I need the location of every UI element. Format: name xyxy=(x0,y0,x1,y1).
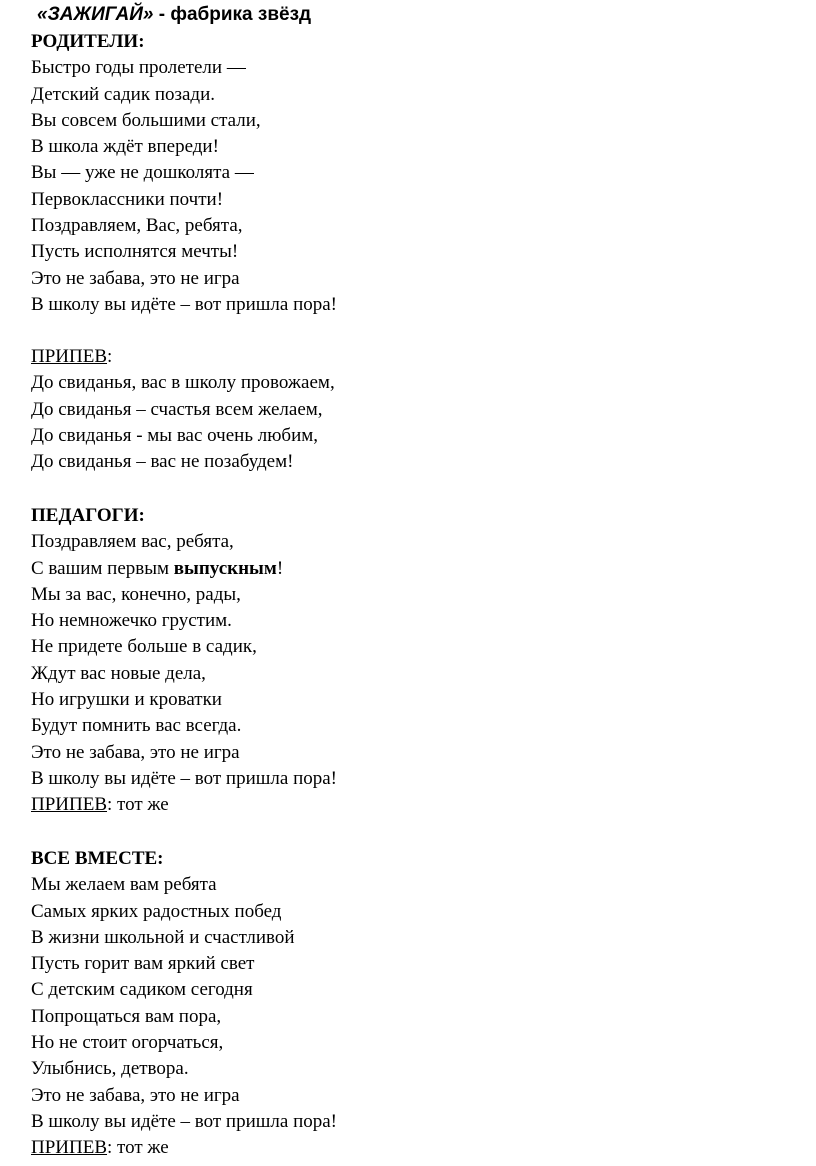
verse-line: Но игрушки и кроватки xyxy=(31,689,222,711)
chorus-ref-text: : тот же xyxy=(107,794,169,816)
verse-line: До свиданья, вас в школу провожаем, xyxy=(31,372,335,394)
verse-line: Будут помнить вас всегда. xyxy=(31,715,242,737)
verse-line: Не придете больше в садик, xyxy=(31,636,257,658)
verse-line: Это не забава, это не игра xyxy=(31,1084,240,1106)
verse-line: С детским садиком сегодня xyxy=(31,979,253,1001)
chorus-ref-text: : тот же xyxy=(107,1137,169,1159)
title-quote-open: « xyxy=(37,4,48,25)
document-title xyxy=(37,4,311,26)
verse-line: Поздравляем, Вас, ребята, xyxy=(31,215,243,237)
verse-line: Вы — уже не дошколята — xyxy=(31,162,254,184)
verse-line: До свиданья - мы вас очень любим, xyxy=(31,424,319,446)
verse-line: Но немножечко грустим. xyxy=(31,610,232,632)
chorus-colon: : xyxy=(107,346,113,367)
verse-line: В школу вы идёте – вот пришла пора! xyxy=(31,293,337,315)
verse-line: Вы совсем большими стали, xyxy=(31,109,261,131)
section-heading: РОДИТЕЛИ: xyxy=(31,31,145,52)
verse-line xyxy=(31,556,337,582)
verse-line: Это не забава, это не игра xyxy=(31,741,240,763)
verse-line: Ждут вас новые дела, xyxy=(31,662,206,684)
section-teachers xyxy=(31,503,337,819)
title-quote-close: » xyxy=(142,4,154,25)
verse-line: Пусть горит вам яркий свет xyxy=(31,953,255,975)
verse-line: Быстро годы пролетели — xyxy=(31,57,246,79)
verse-line: Мы за вас, конечно, рады, xyxy=(31,583,241,605)
chorus-reference xyxy=(31,792,337,818)
section-heading: ВСЕ ВМЕСТЕ: xyxy=(31,848,164,869)
section-all-together xyxy=(31,846,337,1162)
verse-line: В школу вы идёте – вот пришла пора! xyxy=(31,767,337,789)
title-brand: ЗАЖИГАЙ xyxy=(47,4,143,25)
title-rest: - фабрика звёзд xyxy=(153,4,312,25)
section-chorus xyxy=(31,344,335,475)
chorus-label: ПРИПЕВ xyxy=(31,1137,108,1159)
chorus-label: ПРИПЕВ xyxy=(31,346,108,367)
verse-line: В школа ждёт впереди! xyxy=(31,136,219,158)
verse-line: Попрощаться вам пора, xyxy=(31,1005,222,1027)
verse-line: Это не забава, это не игра xyxy=(31,267,240,289)
verse-line: Детский садик позади. xyxy=(31,83,216,105)
verse-line: Улыбнись, детвора. xyxy=(31,1058,189,1080)
section-heading: ПЕДАГОГИ: xyxy=(31,505,145,526)
verse-line: Первоклассники почти! xyxy=(31,188,224,210)
verse-line: Пусть исполнятся мечты! xyxy=(31,241,239,263)
verse-line: В жизни школьной и счастливой xyxy=(31,926,295,948)
verse-line: Поздравляем вас, ребята, xyxy=(31,531,234,553)
verse-line: До свиданья – вас не позабудем! xyxy=(31,451,294,473)
verse-text: ! xyxy=(276,557,284,579)
verse-line: Мы желаем вам ребята xyxy=(31,874,217,896)
verse-line: Самых ярких радостных побед xyxy=(31,900,282,922)
verse-line: В школу вы идёте – вот пришла пора! xyxy=(31,1110,337,1132)
chorus-label: ПРИПЕВ xyxy=(31,794,108,816)
verse-emphasis: выпускным xyxy=(173,557,277,579)
verse-text: С вашим первым xyxy=(31,557,174,579)
verse-line: Но не стоит огорчаться, xyxy=(31,1032,224,1054)
section-parents xyxy=(31,29,337,318)
verse-line: До свиданья – счастья всем желаем, xyxy=(31,398,323,420)
chorus-heading xyxy=(31,344,335,370)
chorus-reference xyxy=(31,1135,337,1161)
